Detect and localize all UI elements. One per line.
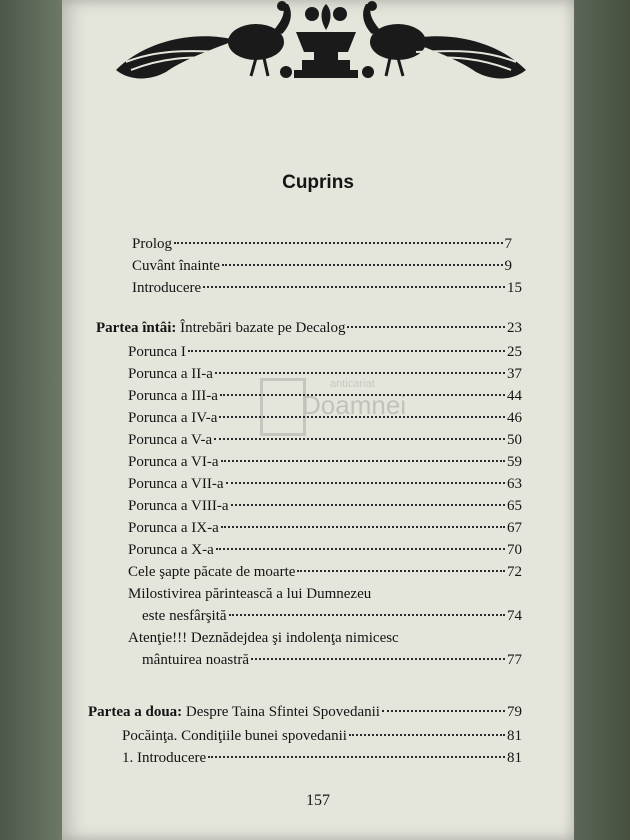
toc-entry[interactable]: Cuvânt înainte 9 — [132, 258, 512, 274]
toc-entry[interactable]: Pocăinţa. Condiţiile bunei spovedanii 81 — [122, 728, 522, 744]
toc-entry[interactable]: 1. Introducere 81 — [122, 750, 522, 766]
book-page — [62, 0, 574, 840]
toc-entry[interactable]: Porunca a VII-a 63 — [128, 476, 522, 492]
page-number: 157 — [306, 792, 330, 809]
toc-entry[interactable]: Porunca a III-a 44 — [128, 388, 522, 404]
toc-entry[interactable]: Porunca a IX-a 67 — [128, 520, 522, 536]
toc-entry[interactable]: este nesfârşită 74 — [142, 608, 522, 624]
toc-entry[interactable]: Prolog 7 — [132, 236, 512, 252]
toc-entry-line1: Milostivirea părintească a lui Dumnezeu — [128, 586, 372, 602]
toc-entry[interactable]: Porunca a X-a 70 — [128, 542, 522, 558]
toc-part-entry[interactable]: Partea întâi: Întrebări bazate pe Decalog 23 — [96, 320, 522, 336]
watermark-main-text: Doamnei — [302, 390, 407, 420]
left-background — [0, 0, 62, 840]
toc-part-entry[interactable]: Partea a doua: Despre Taina Sfintei Spovedanii 79 — [88, 704, 522, 720]
toc-entry[interactable]: Porunca a II-a 37 — [128, 366, 522, 382]
toc-entry-line1: Atenţie!!! Deznădejdea şi indolenţa nimicesc — [128, 630, 399, 646]
toc-entry[interactable]: Introducere 15 — [132, 280, 522, 296]
right-background — [574, 0, 630, 840]
toc-entry[interactable]: Cele şapte păcate de moarte 72 — [128, 564, 522, 580]
toc-entry[interactable]: Porunca a IV-a 46 — [128, 410, 522, 426]
toc-entry[interactable]: Porunca I 25 — [128, 344, 522, 360]
peacock-ornament-icon — [106, 0, 536, 98]
toc-entry[interactable]: Porunca a VI-a 59 — [128, 454, 522, 470]
toc-entry[interactable]: mântuirea noastră 77 — [142, 652, 522, 668]
contents-title: Cuprins — [282, 172, 354, 193]
toc-entry[interactable]: Porunca a V-a 50 — [128, 432, 522, 448]
watermark-small-text: anticariat — [330, 378, 375, 390]
toc-entry[interactable]: Porunca a VIII-a 65 — [128, 498, 522, 514]
